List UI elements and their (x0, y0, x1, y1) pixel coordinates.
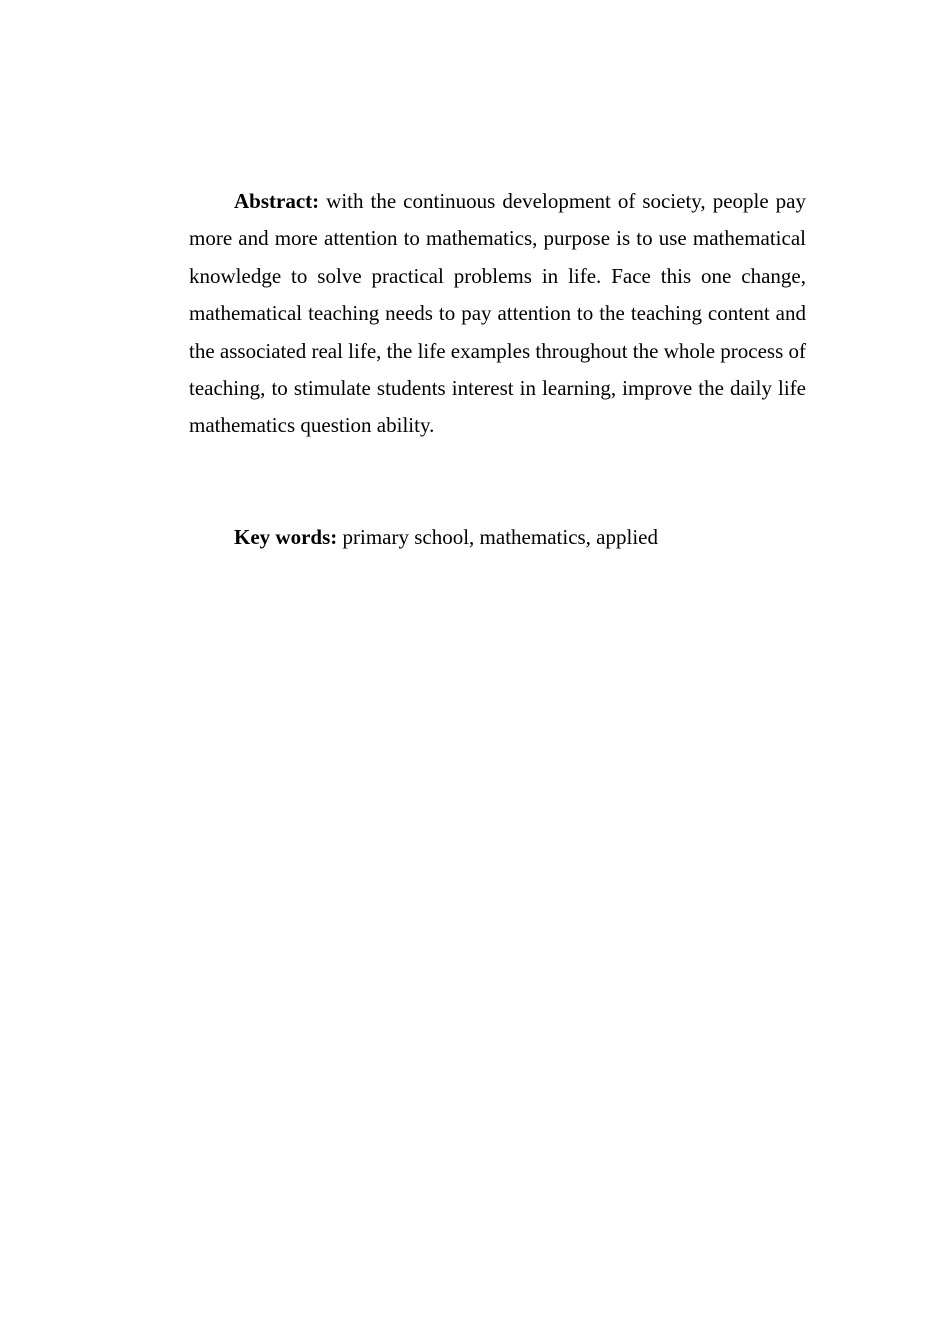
keywords-label: Key words: (234, 525, 338, 549)
keywords-text: primary school, mathematics, applied (342, 525, 658, 549)
abstract-text: with the continuous development of society, people pay more and more attention to mathematics, purpose is to use mathematical knowledge to solve practical problems in life. Face this one change, mathematical teaching needs to pay attention to the teaching content and the associated real life, the life examples throughout the whole process of teaching, to stimulate students interest in learning, improve the daily life mathematics question ability. (189, 189, 807, 438)
abstract-label: Abstract: (234, 189, 320, 213)
keywords-paragraph (189, 519, 806, 556)
abstract-paragraph (189, 183, 806, 445)
